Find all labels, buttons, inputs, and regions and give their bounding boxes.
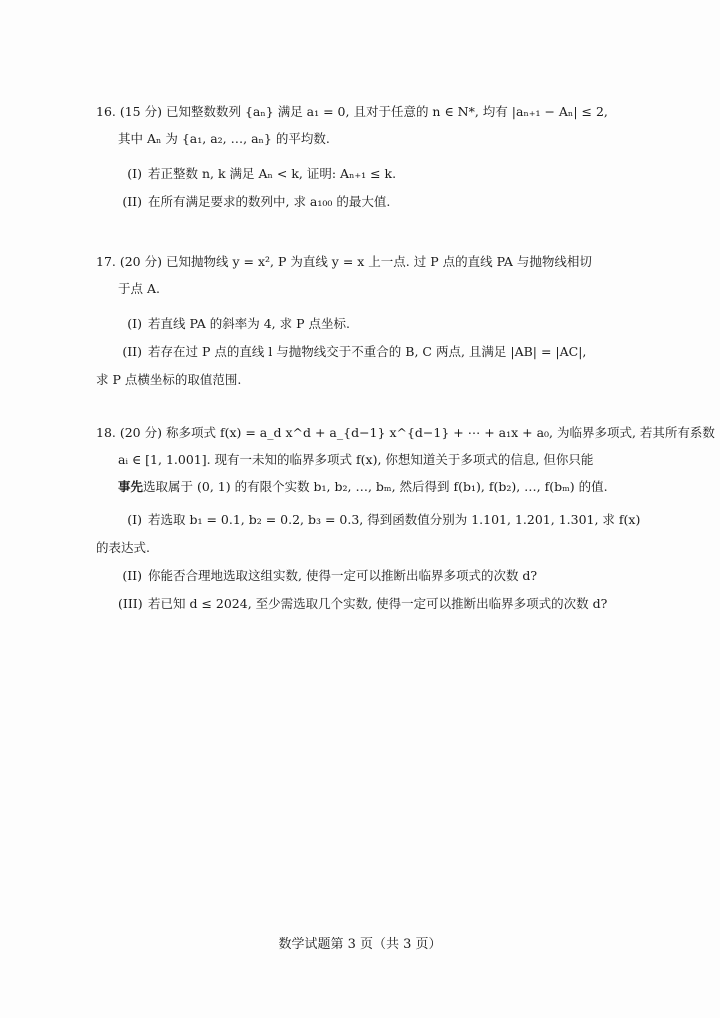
problem-18-line2: aᵢ ∈ [1, 1.001]. 现有一未知的临界多项式 f(x), 你想知道关于多项式的信息, 但你只能 (118, 452, 594, 467)
part-text: 若选取 b₁ = 0.1, b₂ = 0.2, b₃ = 0.3, 得到函数值分别为 1.101, 1.201, 1.301, 求 f(x) (148, 512, 641, 527)
problem-17-line2: 于点 A. (118, 281, 160, 296)
problem-16-stem: 已知整数数列 {aₙ} 满足 a₁ = 0, 且对于任意的 n ∈ N*, 均有 |aₙ₊₁ − Aₙ| ≤ 2, (165, 104, 608, 119)
problem-16 (96, 98, 626, 216)
problem-18-part-1 (96, 506, 641, 534)
part-tag: (II) (122, 194, 142, 209)
problem-17-part-2 (96, 338, 626, 366)
part-tag: (II) (122, 344, 142, 359)
problem-17-line1 (96, 248, 626, 275)
problem-18-part-3 (96, 590, 626, 618)
problem-17 (96, 248, 626, 394)
problem-18-number: 18. (20 分) (96, 425, 162, 440)
problem-16-part-2 (96, 188, 626, 216)
page-footer: 数学试题第 3 页（共 3 页） (278, 937, 442, 952)
part-text: 在所有满足要求的数列中, 求 a₁₀₀ 的最大值. (148, 194, 391, 209)
problem-17-stem: 已知抛物线 y = x², P 为直线 y = x 上一点. 过 P 点的直线 PA 与抛物线相切 (165, 254, 592, 269)
part-tag: (I) (127, 512, 142, 527)
part-text: 若存在过 P 点的直线 l 与抛物线交于不重合的 B, C 两点, 且满足 |AB| = |AC|, (148, 344, 587, 359)
part-text: 你能否合理地选取这组实数, 使得一定可以推断出临界多项式的次数 d? (148, 568, 538, 583)
part-text: 若正整数 n, k 满足 Aₙ < k, 证明: Aₙ₊₁ ≤ k. (148, 166, 397, 181)
part-text: 若直线 PA 的斜率为 4, 求 P 点坐标. (148, 316, 350, 331)
problem-17-part-1 (96, 310, 626, 338)
part-text: 若已知 d ≤ 2024, 至少需选取几个实数, 使得一定可以推断出临界多项式的次数 d? (148, 596, 608, 611)
problem-18-line3 (96, 473, 626, 500)
problem-18-part-2 (96, 562, 626, 590)
problem-17-part-2-cont: 求 P 点横坐标的取值范围. (96, 372, 242, 387)
problem-16-number: 16. (15 分) (96, 104, 162, 119)
problem-17-number: 17. (20 分) (96, 254, 162, 269)
problem-16-line1 (96, 98, 626, 125)
problem-18-stem: 称多项式 f(x) = a_d x^d + a_{d−1} x^{d−1} + ⋯ + a₁x + a₀, 为临界多项式, 若其所有系数 (165, 425, 715, 440)
part-tag: (III) (118, 596, 143, 611)
problem-18-line1 (96, 419, 715, 446)
problem-18-part-1-cont: 的表达式. (96, 540, 150, 555)
problem-16-line2: 其中 Aₙ 为 {a₁, a₂, …, aₙ} 的平均数. (118, 131, 330, 146)
part-tag: (I) (127, 316, 142, 331)
emphasis-text: 事先 (118, 479, 144, 494)
problem-18-line3-text: 选取属于 (0, 1) 的有限个实数 b₁, b₂, …, bₘ, 然后得到 f(b₁), f(b₂), …, f(bₘ) 的值. (143, 479, 608, 494)
part-tag: (II) (122, 568, 142, 583)
problem-16-part-1 (96, 160, 626, 188)
problem-18 (96, 419, 715, 618)
part-tag: (I) (127, 166, 142, 181)
